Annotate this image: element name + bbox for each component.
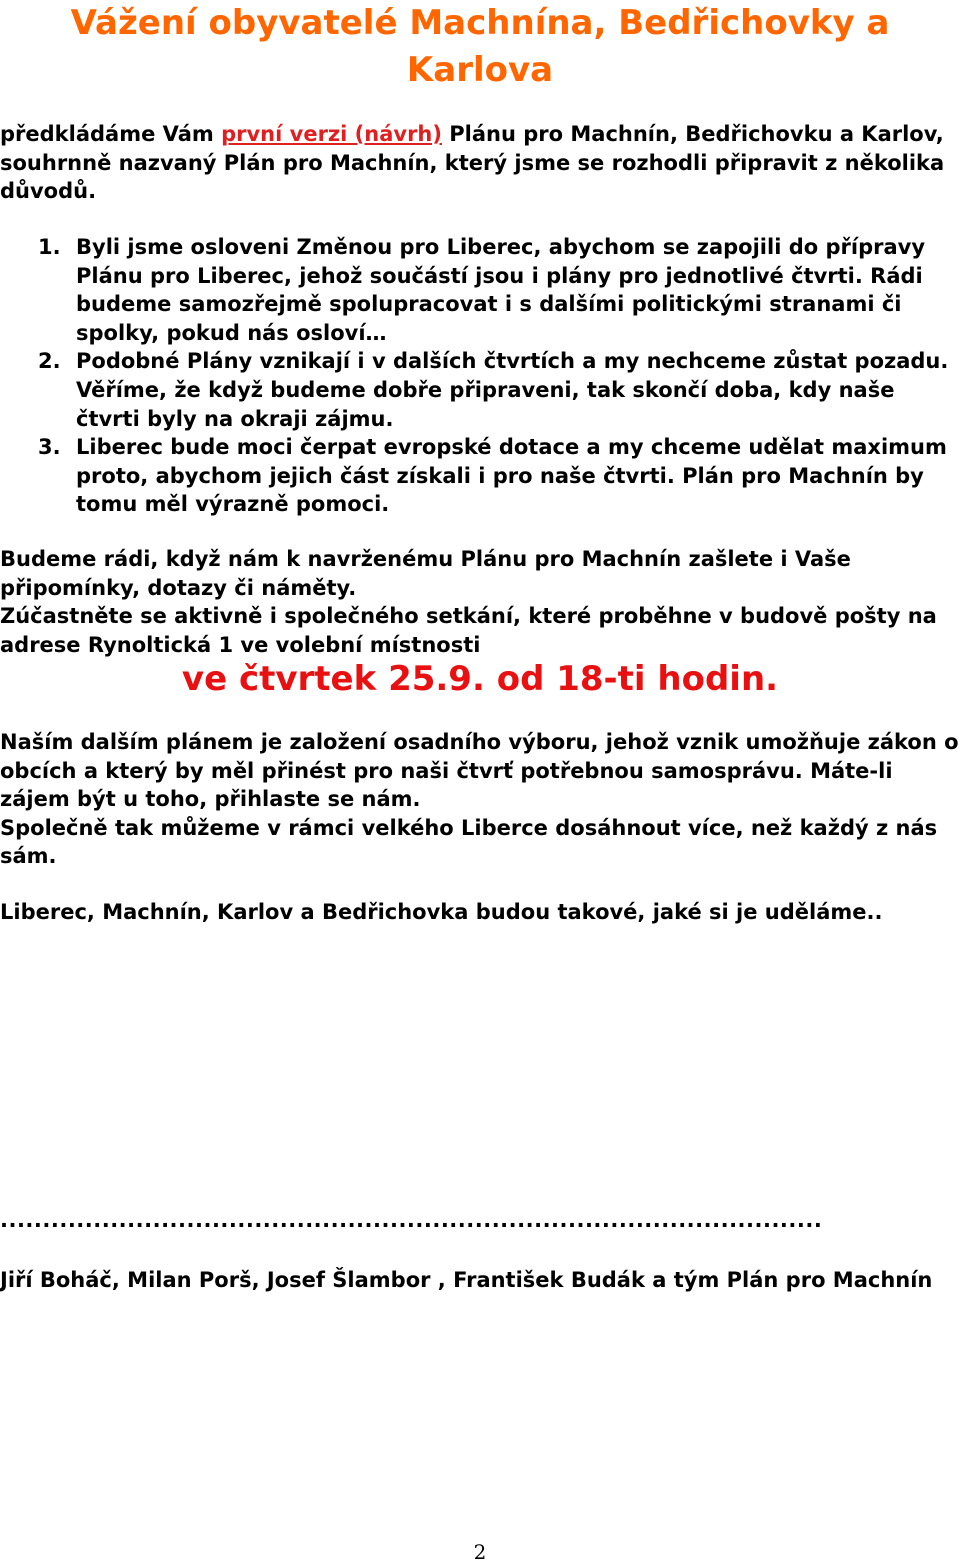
committee-plan: Naším dalším plánem je založení osadního výboru, jehož vznik umožňuje zákon o obcích a který by měl přinést pro naši čtvrť potřebnou samosprávu. Máte-li zájem být u toho, přihlaste se nám. bbox=[0, 730, 959, 812]
page-title: Vážení obyvatelé Machnína, Bedřichovky a Karlova bbox=[70, 3, 890, 90]
meeting-invitation: Zúčastněte se aktivně i společného setkání, které proběhne v budově pošty na adrese Rynoltická 1 ve volební místnosti bbox=[0, 604, 937, 657]
list-item bbox=[0, 347, 960, 433]
plans-paragraph bbox=[0, 728, 960, 871]
list-item bbox=[0, 433, 960, 519]
signature-dotted-line: ................................................................................................. bbox=[0, 1208, 823, 1232]
together-statement: Společně tak můžeme v rámci velkého Liberce dosáhnout více, než každý z nás sám. bbox=[0, 815, 938, 869]
list-item-number: 2. bbox=[38, 349, 61, 374]
list-item-number: 1. bbox=[38, 235, 61, 259]
intro-text-after: Plánu pro Machnín, Bedřichovku a Karlov, souhrnně nazvaný Plán pro Machnín, který jsme se rozhodli připravit z několika důvodů. bbox=[0, 122, 945, 204]
meeting-date: ve čtvrtek 25.9. od 18-ti hodin. bbox=[181, 659, 779, 699]
feedback-request: Budeme rádi, když nám k navrženému Plánu pro Machnín zašlete i Vaše připomínky, dotazy či náměty. bbox=[0, 547, 851, 600]
intro-paragraph bbox=[0, 120, 960, 206]
list-item-number: 3. bbox=[38, 435, 61, 460]
list-item-text: Podobné Plány vznikají i v dalších čtvrtích a my nechceme zůstat pozadu. Věříme, že když budeme dobře připraveni, tak skončí doba, kdy naše čtvrti byly na okraji zájmu. bbox=[76, 349, 949, 431]
page-number: 2 bbox=[473, 1540, 487, 1564]
signers: Jiří Boháč, Milan Porš, Josef Šlambor , František Budák a tým Plán pro Machnín bbox=[0, 1268, 933, 1292]
first-version-link[interactable]: první verzi (návrh) bbox=[221, 122, 442, 146]
list-item-text: Liberec bude moci čerpat evropské dotace a my chceme udělat maximum proto, abychom jejich část získali i pro naše čtvrti. Plán pro Machnín by tomu měl výrazně pomoci. bbox=[76, 435, 947, 517]
list-item bbox=[0, 233, 960, 347]
intro-text-before: předkládáme Vám bbox=[0, 122, 222, 146]
closing-statement: Liberec, Machnín, Karlov a Bedřichovka budou takové, jaké si je uděláme.. bbox=[0, 900, 883, 924]
invitation-paragraph bbox=[0, 545, 960, 659]
list-item-text: Byli jsme osloveni Změnou pro Liberec, abychom se zapojili do přípravy Plánu pro Liberec, jehož součástí jsou i plány pro jednotlivé čtvrti. Rádi budeme samozřejmě spolupracovat i s dalšími politickými stranami či spolky, pokud nás osloví… bbox=[76, 235, 926, 345]
reasons-list bbox=[0, 233, 960, 519]
